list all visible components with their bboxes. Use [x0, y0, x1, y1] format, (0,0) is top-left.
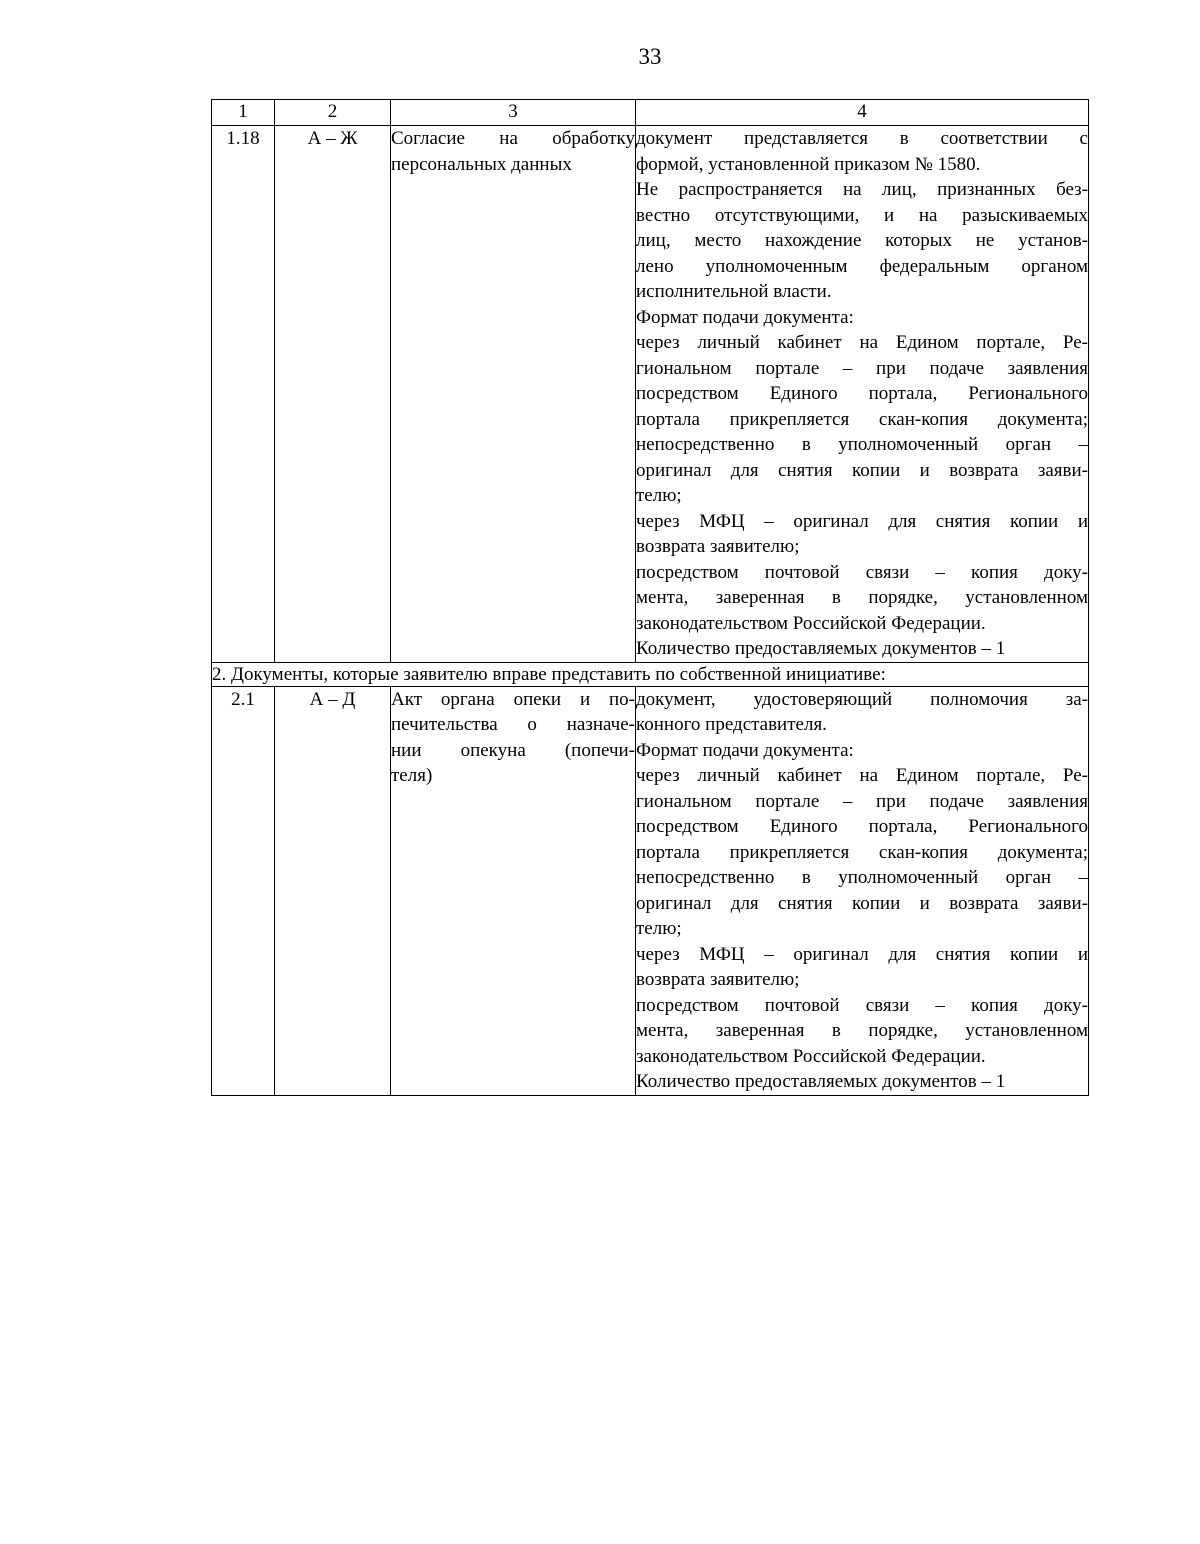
- header-cell: 2: [275, 100, 391, 126]
- description-line: документ, удостоверяющий полномочия за-: [636, 688, 1088, 710]
- description-line: непосредственно в уполномоченный орган –: [636, 867, 1088, 888]
- document-name-line: нии опекуна (попечи-: [391, 739, 635, 761]
- header-cell: 1: [212, 100, 275, 126]
- description-line: телю;: [636, 485, 682, 506]
- description-line: посредством Единого портала, Регионального: [636, 383, 1088, 404]
- document-name: [391, 126, 636, 663]
- description-line: лено уполномоченным федеральным органом: [636, 255, 1088, 277]
- applicant-category-code: А – Ж: [275, 126, 391, 663]
- document-name-line: Согласие на обработку: [391, 128, 635, 149]
- documents-table: [211, 99, 1089, 1096]
- document-name-line: теля): [391, 765, 433, 786]
- description-line: конного представителя.: [636, 714, 827, 735]
- description-line: формой, установленной приказом № 1580.: [636, 153, 981, 175]
- document-description: [636, 126, 1089, 663]
- description-line: посредством Единого портала, Регионального: [636, 816, 1088, 837]
- page-number: 33: [638, 44, 662, 69]
- description-line: непосредственно в уполномоченный орган –: [636, 434, 1088, 455]
- description-line: через МФЦ – оригинал для снятия копии и: [636, 943, 1088, 965]
- header-cell: 4: [636, 100, 1089, 126]
- description-line: портала прикрепляется скан-копия документа;: [636, 408, 1088, 430]
- description-line: возврата заявителю;: [636, 536, 800, 557]
- description-line: исполнительной власти.: [636, 281, 832, 302]
- description-line: документ представляется в соответствии с: [636, 128, 1088, 149]
- table-header-row: [212, 100, 1089, 126]
- description-line: портала прикрепляется скан-копия документа;: [636, 841, 1088, 863]
- document-name-line: персональных данных: [391, 153, 572, 175]
- description-line: через личный кабинет на Едином портале, Ре-: [636, 765, 1088, 786]
- description-line: посредством почтовой связи – копия доку-: [636, 561, 1088, 583]
- description-line: законодательством Российской Федерации.: [636, 612, 986, 634]
- document-name: [391, 686, 636, 1095]
- description-line: телю;: [636, 918, 682, 939]
- description-line: вестно отсутствующими, и на разыскиваемых: [636, 204, 1088, 226]
- table-row: [212, 126, 1089, 663]
- header-cell: 3: [391, 100, 636, 126]
- description-line: законодательством Российской Федерации.: [636, 1045, 986, 1067]
- description-line: возврата заявителю;: [636, 969, 800, 990]
- description-line: посредством почтовой связи – копия доку-: [636, 994, 1088, 1016]
- section-row: [212, 662, 1089, 686]
- description-line: через личный кабинет на Едином портале, Ре-: [636, 332, 1088, 353]
- table-row: [212, 686, 1089, 1095]
- description-line: через МФЦ – оригинал для снятия копии и: [636, 510, 1088, 532]
- description-line: оригинал для снятия копии и возврата заяви-: [636, 459, 1088, 481]
- applicant-category-code: А – Д: [275, 686, 391, 1095]
- description-line: гиональном портале – при подаче заявления: [636, 357, 1088, 379]
- description-line: Не распространяется на лиц, признанных без-: [636, 179, 1088, 200]
- description-line: лиц, место нахождение которых не установ-: [636, 230, 1088, 251]
- description-line: Формат подачи документа:: [636, 306, 854, 328]
- row-number: 2.1: [212, 686, 275, 1095]
- description-line: мента, заверенная в порядке, установленном: [636, 587, 1088, 608]
- description-line: Количество предоставляемых документов – 1: [636, 638, 1006, 659]
- description-line: Формат подачи документа:: [636, 739, 854, 761]
- section-heading: 2. Документы, которые заявителю вправе представить по собственной инициативе:: [212, 662, 1089, 686]
- row-number: 1.18: [212, 126, 275, 663]
- document-name-line: Акт органа опеки и по-: [391, 688, 635, 710]
- description-line: Количество предоставляемых документов – 1: [636, 1071, 1006, 1092]
- description-line: оригинал для снятия копии и возврата заяви-: [636, 892, 1088, 914]
- description-line: гиональном портале – при подаче заявления: [636, 790, 1088, 812]
- description-line: мента, заверенная в порядке, установленном: [636, 1020, 1088, 1041]
- document-description: [636, 686, 1089, 1095]
- document-name-line: печительства о назначе-: [391, 714, 635, 735]
